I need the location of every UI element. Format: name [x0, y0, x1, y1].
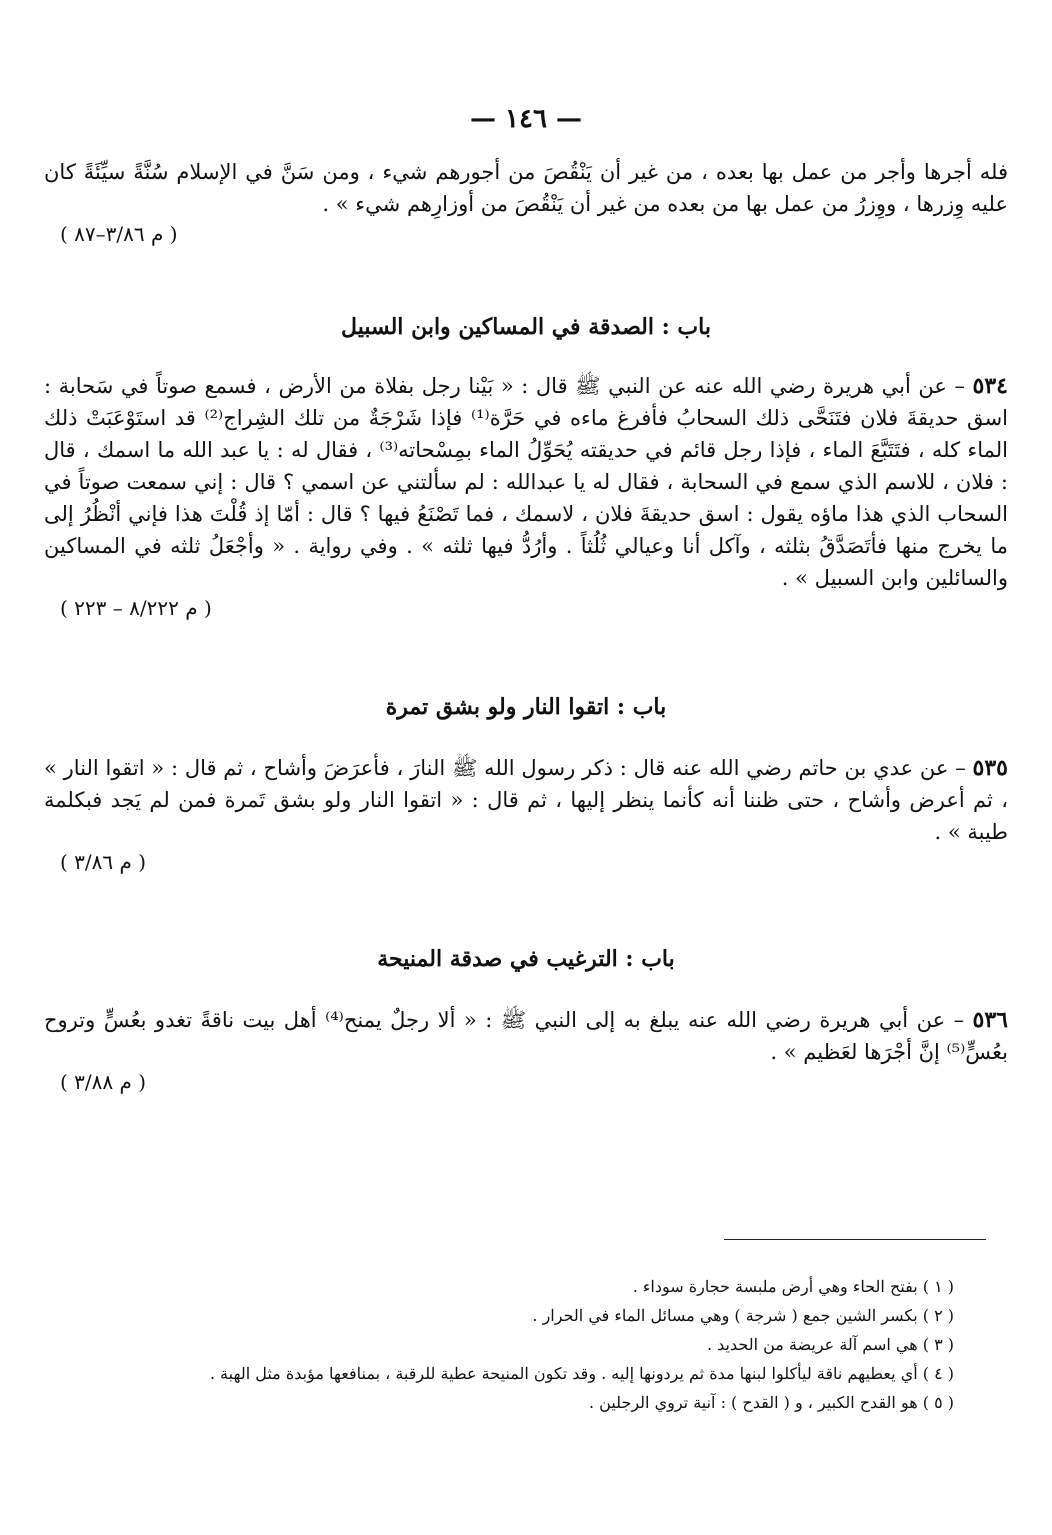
intro-block	[44, 156, 1008, 246]
hadith-body: – عن أبي هريرة رضي الله عنه عن النبي ﷺ قال : « بَيْنا رجل بفلاة من الأرض ، فسمع صوتاً في سَحابة : اسق حديقةَ فلان فتَنَحَّى ذلك السحابُ فأفرغ ماءه في حَرَّة⁽¹⁾ فإذا شَرْجَةٌ من تلك الشِراج⁽²⁾ قد استَوْعَبَتْ ذلك الماء كله ، فتَتَبَّعَ الماء ، فإذا رجل قائم في حديقته يُحَوِّلُ الماء بمِسْحاته⁽³⁾ ، فقال له : يا عبد الله ما اسمك ، قال : فلان ، للاسم الذي سمع في السحابة ، فقال له يا عبدالله : لم سألتني عن اسمي ؟ قال : إني سمعت صوتاً في السحاب الذي هذا ماؤه يقول : اسق حديقةَ فلان ، لاسمك ، فما تَصْنَعُ فيها ؟ قال : أمّا إذ قُلْتَ هذا فإني أنْظُرُ إلى ما يخرج منها فأتَصَدَّقُ بثلثه ، وآكل أنا وعيالي ثُلُثاً . وأرُدُّ فيها ثلثه » . وفي رواية . « وأجْعَلُ ثلثه في المساكين والسائلين وابن السبيل » .	[44, 374, 1009, 590]
hadith-reference: ( م ٨/٢٢٢ – ٢٢٣ )	[60, 596, 212, 620]
footnote-3: ( ٣ ) هي اسم آلة عريضة من الحديد .	[706, 1335, 954, 1354]
intro-text: فله أجرها وأجر من عمل بها بعده ، من غير أن يَنْقُصَ من أجورهم شيء ، ومن سَنَّ في الإسلام سُنَّةً سيِّئَةً كان عليه وِزرها ، ووِزرُ من عمل بها من بعده من غير أن يَنْقُصَ من أوزارِهم شيء » .	[44, 160, 1008, 216]
hadith-text	[44, 370, 1008, 594]
page-body	[44, 100, 1008, 1094]
section-535	[44, 694, 1008, 874]
section-heading: باب : الترغيب في صدقة المنيحة	[377, 946, 675, 972]
section-536	[44, 946, 1008, 1094]
section-heading: باب : الصدقة في المساكين وابن السبيل	[341, 314, 711, 340]
hadith-number: ٥٣٤	[972, 373, 1008, 399]
hadith-number: ٥٣٥	[972, 755, 1008, 781]
hadith-text	[44, 752, 1008, 848]
section-534	[44, 314, 1008, 620]
footnote-5: ( ٥ ) هو القدح الكبير ، و ( القدح ) : آنية تروي الرجلين .	[588, 1393, 954, 1412]
hadith-reference: ( م ٣/٨٦ )	[60, 850, 147, 874]
footnote-2: ( ٢ ) بكسر الشين جمع ( شرجة ) وهي مسائل الماء في الحرار .	[532, 1306, 954, 1325]
hadith-text	[44, 1004, 1008, 1068]
hadith-body: – عن عدي بن حاتم رضي الله عنه قال : ذكر رسول الله ﷺ النارَ ، فأعرَضَ وأشاح ، ثم قال : « اتقوا النار » ، ثم أعرض وأشاح ، حتى ظننا أنه كأنما ينظر إليها ، ثم قال : « اتقوا النار ولو بشق تَمرة فمن لم يَجد فبكلمة طيبة » .	[44, 756, 1008, 844]
footnote-divider	[724, 1239, 986, 1240]
hadith-number: ٥٣٦	[972, 1007, 1008, 1033]
footnote-1: ( ١ ) بفتح الحاء وهي أرض ملبسة حجارة سوداء .	[632, 1277, 954, 1296]
footnotes	[120, 1272, 954, 1417]
intro-reference: ( م ٣/٨٦–٨٧ )	[60, 222, 178, 246]
page-number: — ١٤٦ —	[469, 104, 583, 134]
hadith-body: – عن أبي هريرة رضي الله عنه يبلغ به إلى النبي ﷺ : « ألا رجلٌ يمنح⁽⁴⁾ أهل بيت ناقةً تغدو بعُسٍّ وتروح بعُسٍّ⁽⁵⁾ إنَّ أجْرَها لعَظيم » .	[44, 1008, 1008, 1064]
section-heading: باب : اتقوا النار ولو بشق تمرة	[385, 694, 667, 720]
hadith-reference: ( م ٣/٨٨ )	[60, 1070, 147, 1094]
footnote-4: ( ٤ ) أي يعطيهم ناقة ليأكلوا لبنها مدة ثم يردونها إليه . وقد تكون المنيحة عطية للرقبة ، بمنافعها مؤبدة مثل الهبة .	[209, 1364, 954, 1383]
